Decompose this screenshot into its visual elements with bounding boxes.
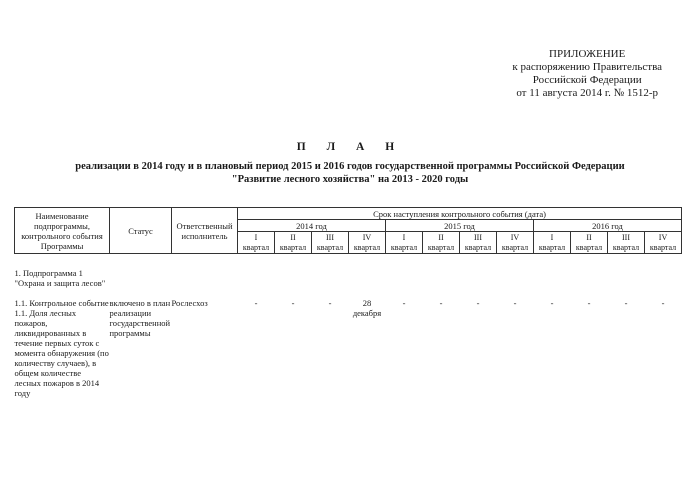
header-quarter: II квартал xyxy=(571,232,608,254)
appendix-line: Российской Федерации xyxy=(532,74,642,86)
header-year-2014: 2014 год xyxy=(238,220,386,232)
appendix-block xyxy=(512,48,662,100)
header-quarter: I квартал xyxy=(386,232,423,254)
row-name: 1. Подпрограмма 1 "Охрана и защита лесов" xyxy=(14,267,106,288)
cell-value: - xyxy=(550,297,554,308)
header-quarter: III квартал xyxy=(608,232,645,254)
header-name: Наименование подпрограммы, контрольного события Программы xyxy=(15,208,110,254)
cell-value: - xyxy=(476,297,480,308)
header-quarter: III квартал xyxy=(460,232,497,254)
subtitle-line: реализации в 2014 году и в плановый период 2015 и 2016 годов государственной программы Российской Федерации xyxy=(75,161,625,172)
header-quarter: IV квартал xyxy=(349,232,386,254)
cell-value: - xyxy=(624,297,628,308)
cell-value: - xyxy=(661,297,665,308)
plan-table xyxy=(14,207,682,398)
appendix-line: к распоряжению Правительства xyxy=(512,61,662,73)
appendix-heading: ПРИЛОЖЕНИЕ xyxy=(549,48,626,60)
header-quarter: III квартал xyxy=(312,232,349,254)
cell-value: - xyxy=(587,297,591,308)
table-row xyxy=(15,268,682,288)
page-title: П Л А Н xyxy=(296,141,404,153)
header-deadline: Срок наступления контрольного события (дата) xyxy=(238,208,682,220)
appendix-date: от 11 августа 2014 г. № 1512-р xyxy=(516,87,659,99)
subtitle-line: "Развитие лесного хозяйства" на 2013 - 2020 годы xyxy=(231,174,469,185)
row-executor: Рослесхоз xyxy=(171,297,208,308)
cell-value: - xyxy=(513,297,517,308)
cell-value: - xyxy=(439,297,443,308)
header-quarter: IV квартал xyxy=(645,232,682,254)
table-row xyxy=(15,298,682,398)
row-status: включено в план реализации государственной программы xyxy=(109,297,171,338)
header-quarter: IV квартал xyxy=(497,232,534,254)
header-quarter: I квартал xyxy=(534,232,571,254)
cell-value: - xyxy=(328,297,332,308)
header-quarter: II квартал xyxy=(275,232,312,254)
header-executor: Ответственный исполнитель xyxy=(172,208,238,254)
cell-value: 28 декабря xyxy=(352,297,382,318)
cell-value: - xyxy=(291,297,295,308)
header-quarter: I квартал xyxy=(238,232,275,254)
header-year-2016: 2016 год xyxy=(534,220,682,232)
header-quarter: II квартал xyxy=(423,232,460,254)
header-year-2015: 2015 год xyxy=(386,220,534,232)
cell-value: - xyxy=(402,297,406,308)
header-status: Статус xyxy=(110,208,172,254)
page-subtitle xyxy=(0,160,700,186)
row-name: 1.1. Контрольное событие 1.1. Доля лесных пожаров, ликвидированных в течение первых суток с момента обнаружения (по количеству случаев), в общем количестве лесных пожаров в 2014 году xyxy=(14,297,109,398)
cell-value: - xyxy=(254,297,258,308)
